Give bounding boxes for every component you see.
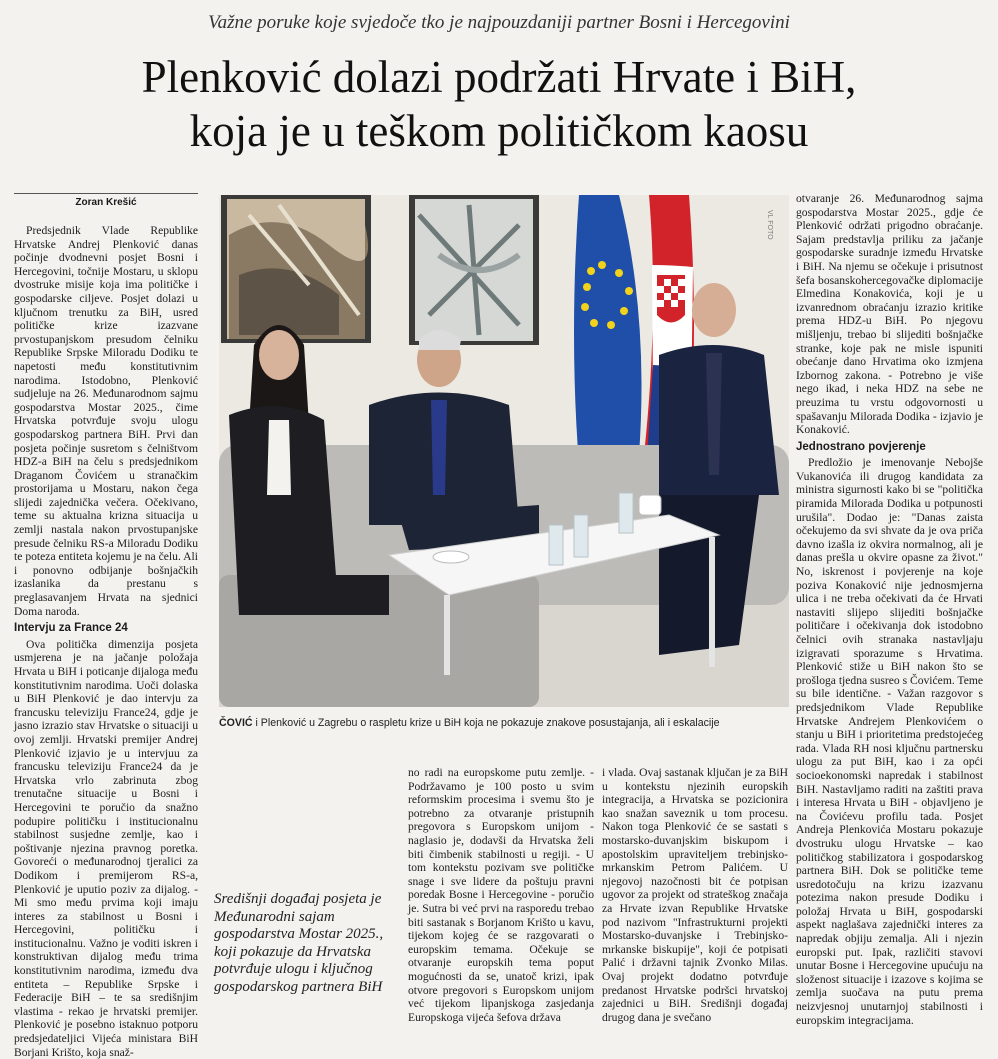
subheading: Jednostrano povjerenje xyxy=(796,440,926,453)
article-column-4 xyxy=(796,192,984,1027)
headline-line-2: koja je u teškom političkom kaosu xyxy=(189,106,809,156)
article-column-3 xyxy=(602,766,788,1024)
photo-illustration xyxy=(219,195,789,707)
painting-center xyxy=(409,195,539,345)
paragraph: Ova politička dimenzija posjeta usmjerena je na jačanje položaja Hrvata u BiH i poticanje dijaloga među konstitutivnim narodima. Uoči dolaska u BiH Plenković je dao intervju za francusku televiziju France24, gdje je jasno izrazio stav Hrvatske o situaciji u ovoj zemlji. Hrvatski premijer Andrej Plenković izjavio je u intervjuu za francusku televiziju France24 da je Hrvatska vrlo zabrinuta zbog trenutačne situacije u Bosni i Hercegovini te poručio da snažno podupire političku i institucionalnu stabilnost susjedne zemlje, kao i poštivanje njezina pravnog poretka. Govoreći o međunarodnoj tjeralici za Dodikom i premijerom RS-a, Plenković je uputio poziv za dijalog. - Mi smo među prvima koji imaju interes za stabilnost u Bosni i Hercegovini, političku i institucionalnu. Važno je voditi iskren i konstruktivan dijalog među trima konstitutivnim narodima, između dva entiteta – Republike Srpske i Federacije BiH – te sa središnjim vlastima - rekao je hrvatski premijer. Plenković je posebno istaknuo potporu predsjedateljici Vijeća ministara BiH Borjani Krišto, koja snaž- xyxy=(14,637,198,1059)
article-photo xyxy=(219,195,789,707)
subheading: Intervju za France 24 xyxy=(14,622,128,635)
photo-credit: VL FOTO xyxy=(766,210,773,240)
paragraph: Predsjednik Vlade Republike Hrvatske Andrej Plenković danas počinje dvodnevni posjet Bosni i Hercegovini, točnije Mostaru, u sklopu dvostruke misije koja ima političke i gospodarske ciljeve. Posjet dolazi u ključnom trenutku za BiH, usred političke krize izazvane prvostupanjskom presudom čelniku Republike Srpske Miloradu Dodiku te napetosti među konstitutivnim narodima. Istodobno, Plenković sudjeluje na 26. Međunarodnom sajmu gospodarstva Mostar 2025., čime Hrvatska potvrđuje svoju ulogu gospodarskog partnera BiH. Prvi dan posjeta počinje susretom s čelništvom HDZ-a BiH na čelu s predsjednikom Draganom Čovićem u stranačkim prostorijama u Mostaru, nakon čega slijedi zajednička večera. Očekivano, teme su aktualna krizna situacija u zemlji nastala nakon prvostupanjske presude čelniku RS-a Miloradu Dodiku te poteza entiteta kojemu je na čelu. Ali i ponovno odbijanje bošnjačkih izaslanika da prestanu s preglasavanjem Hrvata na sjednici Doma naroda. xyxy=(14,224,198,618)
byline: Zoran Krešić xyxy=(75,197,137,208)
caption-text: i Plenković u Zagrebu o raspletu krize u BiH koja ne pokazuje znakove posustajanja, ali i eskalacije xyxy=(252,717,720,729)
painting-left xyxy=(221,195,371,343)
paragraph: otvaranje 26. Međunarodnog sajma gospodarstva Mostar 2025., gdje će Plenković održati prigodno obraćanje. Sajam predstavlja priliku za jačanje gospodarske suradnje između Hrvatske i BiH. Na njemu se očekuje i prisutnost šefa bosanskohercegovačke diplomacije Elmedina Konakovića, koji je u izvanrednom obraćanju izrazio kritike prema HDZ-u BiH. Po njegovu mišljenju, trebao bi slijediti bošnjačke stranke, koje pak ne misle ispuniti obećanje dano Hrvatima oko izmjena Izbornog zakona. - Potrebno je više nego ikad, i neka HDZ na sebe ne preuzima tu vrstu odgovornosti u spašavanju Milorada Dodika - izjavio je Konaković. xyxy=(796,192,983,437)
headline xyxy=(40,50,958,158)
paragraph: Predložio je imenovanje Nebojše Vukanovića ili drugog kandidata za ministra sigurnosti kako bi se "politička piramida Milorada Dodika u potpunosti urušila". Dodao je: "Danas zaista očekujemo da svi shvate da je ova priča davno izašla iz okvira normalnog, ali je danas prešla u okvire opasne za život." No, iskrenost i povjerenje na koje poziva Konaković nije jednosmjerna ulica i ne treba očekivati da će Hrvati nastaviti slijepo slijediti bošnjačke političare i očekivanja dok istodobno čelnici ovih stranaka nastavljaju izigravati sporazume s Hrvatima. Plenković stiže u BiH nakon što se prošloga tjedna susreo s Čovićem. Teme su bile identične. - Važan razgovor s predsjednikom Vlade Republike Hrvatske Andrejem Plenkovićem o stanju u BiH i prioritetima predstojećeg rada. Vlada RH nosi ključnu partnersku ulogu za put BiH, kao i za opći socioekonomski napredak i stabilnost BiH. Nastavljamo raditi na zaštiti prava i interesa Hrvata u BiH - objavljeno je na Čovićevu profilu tada. Posjet Andreja Plenkovića Mostaru pokazuje dvostruku ulogu Hrvatske – kao političkog stabilizatora i gospodarskog partnera BiH. Dok se političke teme usredotočuju na krizu izazvanu potezima nakon presude Dodiku i položaj Hrvata u BiH, gospodarski aspekt naglašava zajednički interes za napredak objiju zemalja. Ali i njezin europski put. Ipak, različiti stavovi unutar Bosne i Hercegovine upućuju na složenost situacije i izazove s kojima se zemlja suočava na putu prema neizvjesnoj unutarnjoj stabilnosti i europskim integracijama. xyxy=(796,456,984,1027)
byline-rule xyxy=(14,193,198,194)
paragraph: i vlada. Ovaj sastanak ključan je za BiH u kontekstu njezinih europskih integracija, a Hrvatska se pozicionira kao snažan saveznik u tom procesu. Nakon toga Plenković će se sastati s mostarsko-duvanjskim biskupom i apostolskim upraviteljem trebinjsko-mrkanskim Petrom Palićem. U njegovoj nazočnosti bit će potpisan ugovor za projekt od strateškog značaja za Hrvate izvan Republike Hrvatske pod nazivom "Infrastrukturni projekti Mostarsko-duvanjske i Trebinjsko-mrkanske biskupije", koji će potpisati Palić i državni tajnik Zvonko Milas. Ovaj projekt dodatno potvrđuje predanost Hrvatske podršci hrvatskoj zajednici u BiH. Središnji događaj drugog dana je svečano xyxy=(602,766,788,1024)
article-column-2 xyxy=(408,766,594,1024)
pull-quote: Središnji događaj posjeta je Međunarodni sajam gospodarstva Mostar 2025., koji pokazuje da Hrvatska potvrđuje ulogu i ključnog gospodarskog partnera BiH xyxy=(214,891,384,995)
article-column-1 xyxy=(14,224,198,1059)
headline-line-1: Plenković dolazi podržati Hrvate i BiH, xyxy=(141,52,857,102)
photo-caption xyxy=(219,717,789,729)
kicker: Važne poruke koje svjedoče tko je najpouzdaniji partner Bosni i Hercegovini xyxy=(208,12,790,33)
caption-lead: ČOVIĆ xyxy=(219,717,253,729)
paragraph: no radi na europskome putu zemlje. - Podržavamo je 100 posto u svim reformskim procesima i svemu što je potrebno za otvaranje pristupnih pregovora s Europskom unijom - naglasio je, dodavši da Hrvatska želi biti čimbenik stabilnosti u regiji. - U tom kontekstu pozivam sve političke snage i sve lidere da poštuju pravni poredak Bosne i Hercegovine - poručio je. Sutra bi već prvi na rasporedu trebao biti sastanak s Borjanom Krišto u kavu, tijekom kojeg će se razgovarati o europskim temama. Očekuje se otvaranje europskih tema poput mogućnosti da se, unatoč krizi, ipak otvore pregovori s Europskom unijom već tijekom lipanjskoga zasjedanja Europskoga vijeća šefova država xyxy=(408,766,594,1024)
